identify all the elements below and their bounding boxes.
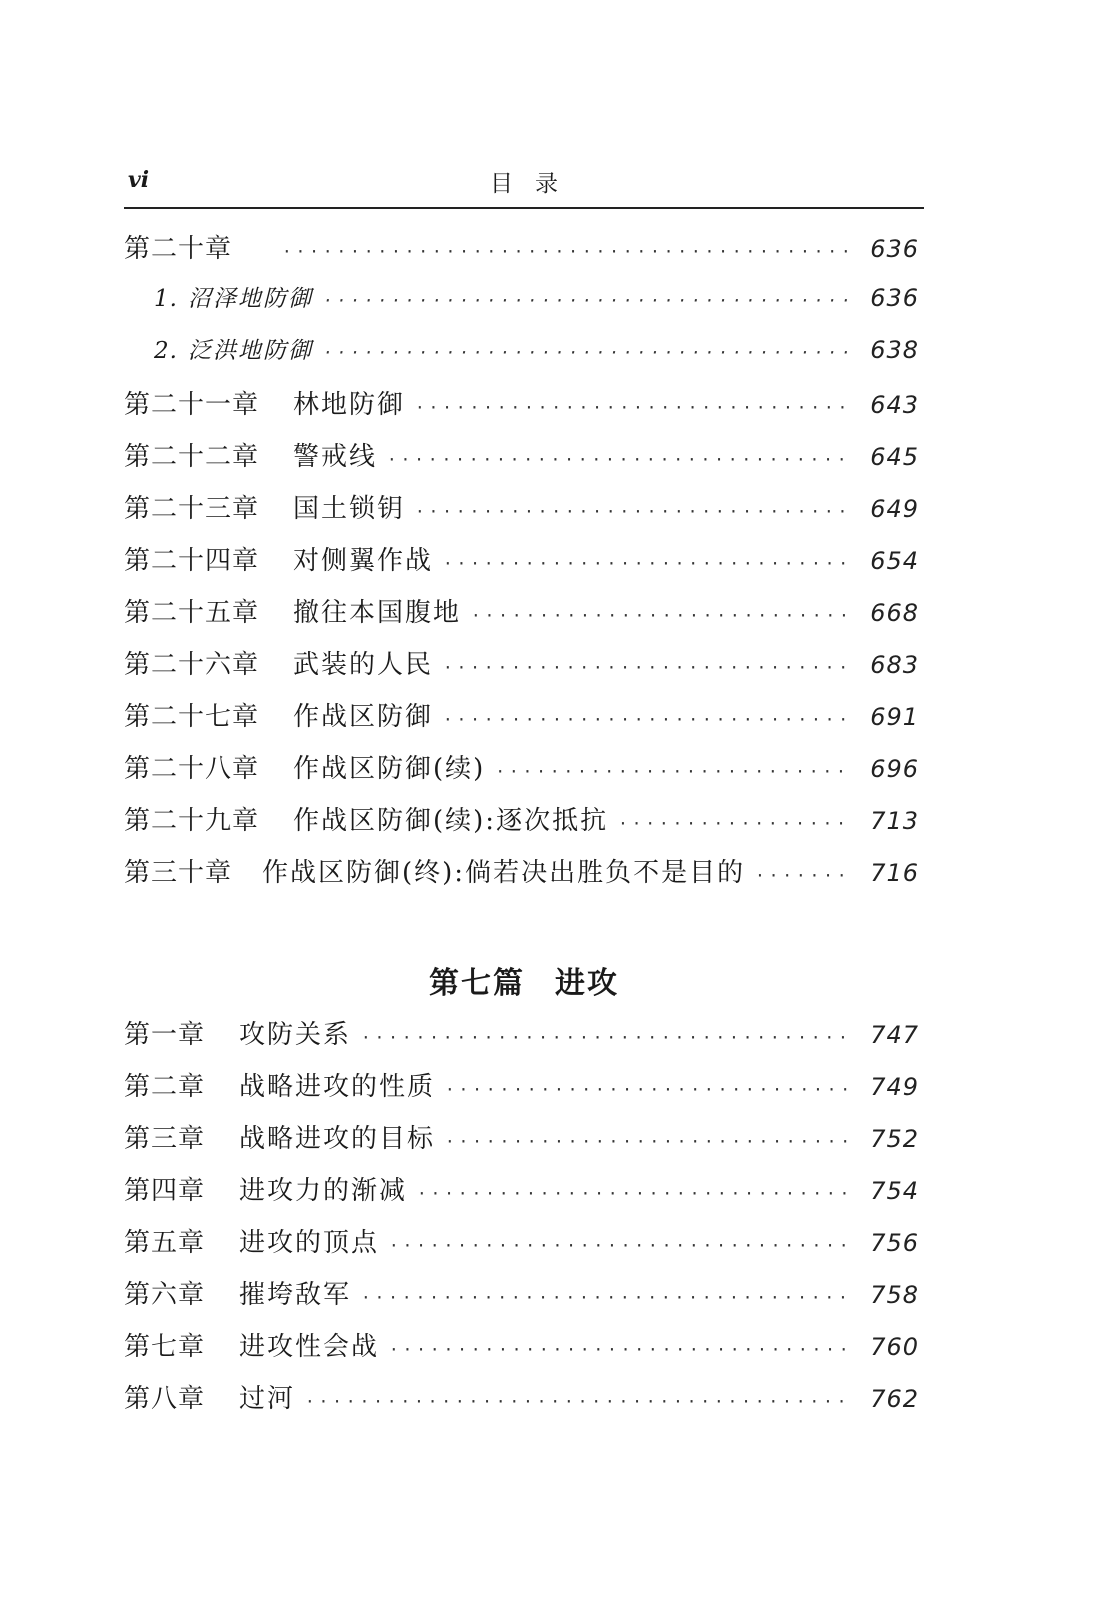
toc-entry-chapter: 第三十章 bbox=[124, 858, 233, 888]
toc-chapter-entry[interactable] bbox=[124, 748, 919, 800]
running-title: 目录 bbox=[490, 171, 580, 197]
toc-entry-chapter: 第二十章 bbox=[124, 234, 233, 264]
toc-entry-title: 对侧翼作战 bbox=[293, 546, 434, 576]
toc-chapter-entry[interactable] bbox=[124, 1066, 919, 1118]
toc-entry-chapter: 第二十二章 bbox=[124, 442, 260, 472]
toc-lower-list bbox=[124, 1014, 919, 1430]
toc-entry-chapter: 第五章 bbox=[124, 1228, 206, 1258]
toc-entry-page: 713 bbox=[870, 807, 919, 835]
toc-entry-title: 攻防关系 bbox=[239, 1020, 352, 1050]
toc-chapter-entry[interactable] bbox=[124, 852, 919, 904]
toc-chapter-entry[interactable] bbox=[124, 1118, 919, 1170]
toc-chapter-entry[interactable] bbox=[124, 1222, 919, 1274]
toc-entry-chapter: 2. bbox=[154, 338, 178, 364]
toc-entry-page: 760 bbox=[870, 1333, 919, 1361]
toc-entry-chapter: 第四章 bbox=[124, 1176, 206, 1206]
toc-entry-title: 战略进攻的性质 bbox=[239, 1072, 436, 1102]
toc-entry-page: 756 bbox=[870, 1229, 919, 1257]
toc-leader-dots bbox=[415, 502, 849, 521]
toc-leader-dots bbox=[323, 291, 849, 310]
toc-entry-page: 752 bbox=[870, 1125, 919, 1153]
toc-entry-page: 636 bbox=[870, 235, 919, 263]
toc-entry-title: 国土锁钥 bbox=[293, 494, 406, 524]
toc-entry-chapter: 第二十六章 bbox=[124, 650, 260, 680]
toc-entry-page: 668 bbox=[870, 599, 919, 627]
toc-entry-chapter: 第二章 bbox=[124, 1072, 206, 1102]
toc-leader-dots bbox=[443, 658, 849, 677]
toc-entry-title: 摧垮敌军 bbox=[239, 1280, 352, 1310]
toc-leader-dots bbox=[618, 814, 849, 833]
toc-entry-page: 691 bbox=[870, 703, 919, 731]
toc-chapter-entry[interactable] bbox=[124, 436, 919, 488]
toc-leader-dots bbox=[495, 762, 849, 781]
toc-entry-chapter: 第二十一章 bbox=[124, 390, 260, 420]
toc-entry-chapter: 第一章 bbox=[124, 1020, 206, 1050]
toc-chapter-entry[interactable] bbox=[124, 696, 919, 748]
toc-entry-title: 作战区防御 bbox=[293, 702, 434, 732]
toc-leader-dots bbox=[361, 1028, 849, 1047]
toc-leader-dots bbox=[282, 242, 849, 261]
toc-chapter-entry[interactable] bbox=[124, 644, 919, 696]
toc-entry-chapter: 第七章 bbox=[124, 1332, 206, 1362]
toc-entry-page: 754 bbox=[870, 1177, 919, 1205]
toc-entry-chapter: 第八章 bbox=[124, 1384, 206, 1414]
toc-chapter-entry[interactable] bbox=[124, 1326, 919, 1378]
toc-leader-dots bbox=[305, 1392, 849, 1411]
toc-chapter-entry[interactable] bbox=[124, 1274, 919, 1326]
toc-entry-page: 758 bbox=[870, 1281, 919, 1309]
toc-entry-page: 636 bbox=[870, 284, 919, 312]
part-heading bbox=[124, 958, 924, 1002]
toc-entry-title: 作战区防御(续) bbox=[293, 754, 486, 784]
toc-entry-title: 武装的人民 bbox=[293, 650, 434, 680]
toc-entry-chapter: 第二十三章 bbox=[124, 494, 260, 524]
part-number: 第七篇 bbox=[429, 966, 525, 1001]
toc-entry-chapter: 第二十五章 bbox=[124, 598, 260, 628]
part-title: 进攻 bbox=[555, 966, 619, 1001]
toc-leader-dots bbox=[387, 450, 849, 469]
running-header bbox=[124, 163, 924, 209]
toc-entry-title: 战略进攻的目标 bbox=[239, 1124, 436, 1154]
page-number: vi bbox=[128, 167, 150, 193]
toc-entry-chapter: 1. bbox=[154, 286, 178, 312]
toc-entry-title: 作战区防御(续):逐次抵抗 bbox=[293, 806, 609, 836]
toc-entry-chapter: 第二十四章 bbox=[124, 546, 260, 576]
toc-chapter-entry[interactable] bbox=[124, 384, 919, 436]
toc-chapter-entry[interactable] bbox=[124, 800, 919, 852]
toc-chapter-entry[interactable] bbox=[124, 1378, 919, 1430]
toc-entry-title: 进攻力的渐减 bbox=[239, 1176, 408, 1206]
toc-upper-list bbox=[124, 228, 919, 904]
toc-chapter-entry[interactable] bbox=[124, 540, 919, 592]
toc-entry-title: 作战区防御(终):倘若决出胜负不是目的 bbox=[262, 858, 746, 888]
toc-leader-dots bbox=[445, 1132, 849, 1151]
toc-entry-chapter: 第二十八章 bbox=[124, 754, 260, 784]
toc-entry-chapter: 第三章 bbox=[124, 1124, 206, 1154]
toc-entry-chapter: 第六章 bbox=[124, 1280, 206, 1310]
toc-entry-title: 撤往本国腹地 bbox=[293, 598, 462, 628]
toc-leader-dots bbox=[415, 398, 849, 417]
toc-entry-page: 716 bbox=[870, 859, 919, 887]
toc-leader-dots bbox=[323, 343, 849, 362]
toc-entry-page: 762 bbox=[870, 1385, 919, 1413]
toc-leader-dots bbox=[417, 1184, 849, 1203]
toc-chapter-entry[interactable] bbox=[124, 488, 919, 540]
toc-leader-dots bbox=[443, 554, 849, 573]
toc-entry-page: 696 bbox=[870, 755, 919, 783]
toc-entry-page: 654 bbox=[870, 547, 919, 575]
toc-leader-dots bbox=[755, 866, 849, 885]
toc-chapter-entry[interactable] bbox=[124, 228, 919, 280]
toc-leader-dots bbox=[443, 710, 849, 729]
toc-entry-title: 进攻性会战 bbox=[239, 1332, 380, 1362]
toc-section-entry[interactable] bbox=[124, 332, 919, 384]
toc-entry-title: 泛洪地防御 bbox=[187, 338, 313, 364]
toc-entry-page: 683 bbox=[870, 651, 919, 679]
toc-leader-dots bbox=[445, 1080, 849, 1099]
toc-entry-title: 过河 bbox=[239, 1384, 296, 1414]
toc-leader-dots bbox=[471, 606, 849, 625]
toc-chapter-entry[interactable] bbox=[124, 1014, 919, 1066]
toc-leader-dots bbox=[389, 1340, 849, 1359]
toc-entry-page: 645 bbox=[870, 443, 919, 471]
toc-chapter-entry[interactable] bbox=[124, 1170, 919, 1222]
toc-entry-title: 沼泽地防御 bbox=[187, 286, 313, 312]
toc-entry-page: 643 bbox=[870, 391, 919, 419]
toc-entry-title: 警戒线 bbox=[293, 442, 378, 472]
toc-section-entry[interactable] bbox=[124, 280, 919, 332]
toc-entry-page: 649 bbox=[870, 495, 919, 523]
toc-entry-page: 747 bbox=[870, 1021, 919, 1049]
toc-chapter-entry[interactable] bbox=[124, 592, 919, 644]
toc-entry-chapter: 第二十九章 bbox=[124, 806, 260, 836]
toc-entry-page: 749 bbox=[870, 1073, 919, 1101]
toc-entry-title: 林地防御 bbox=[293, 390, 406, 420]
toc-entry-title: 进攻的顶点 bbox=[239, 1228, 380, 1258]
toc-leader-dots bbox=[389, 1236, 849, 1255]
toc-entry-page: 638 bbox=[870, 336, 919, 364]
toc-entry-chapter: 第二十七章 bbox=[124, 702, 260, 732]
toc-leader-dots bbox=[361, 1288, 849, 1307]
